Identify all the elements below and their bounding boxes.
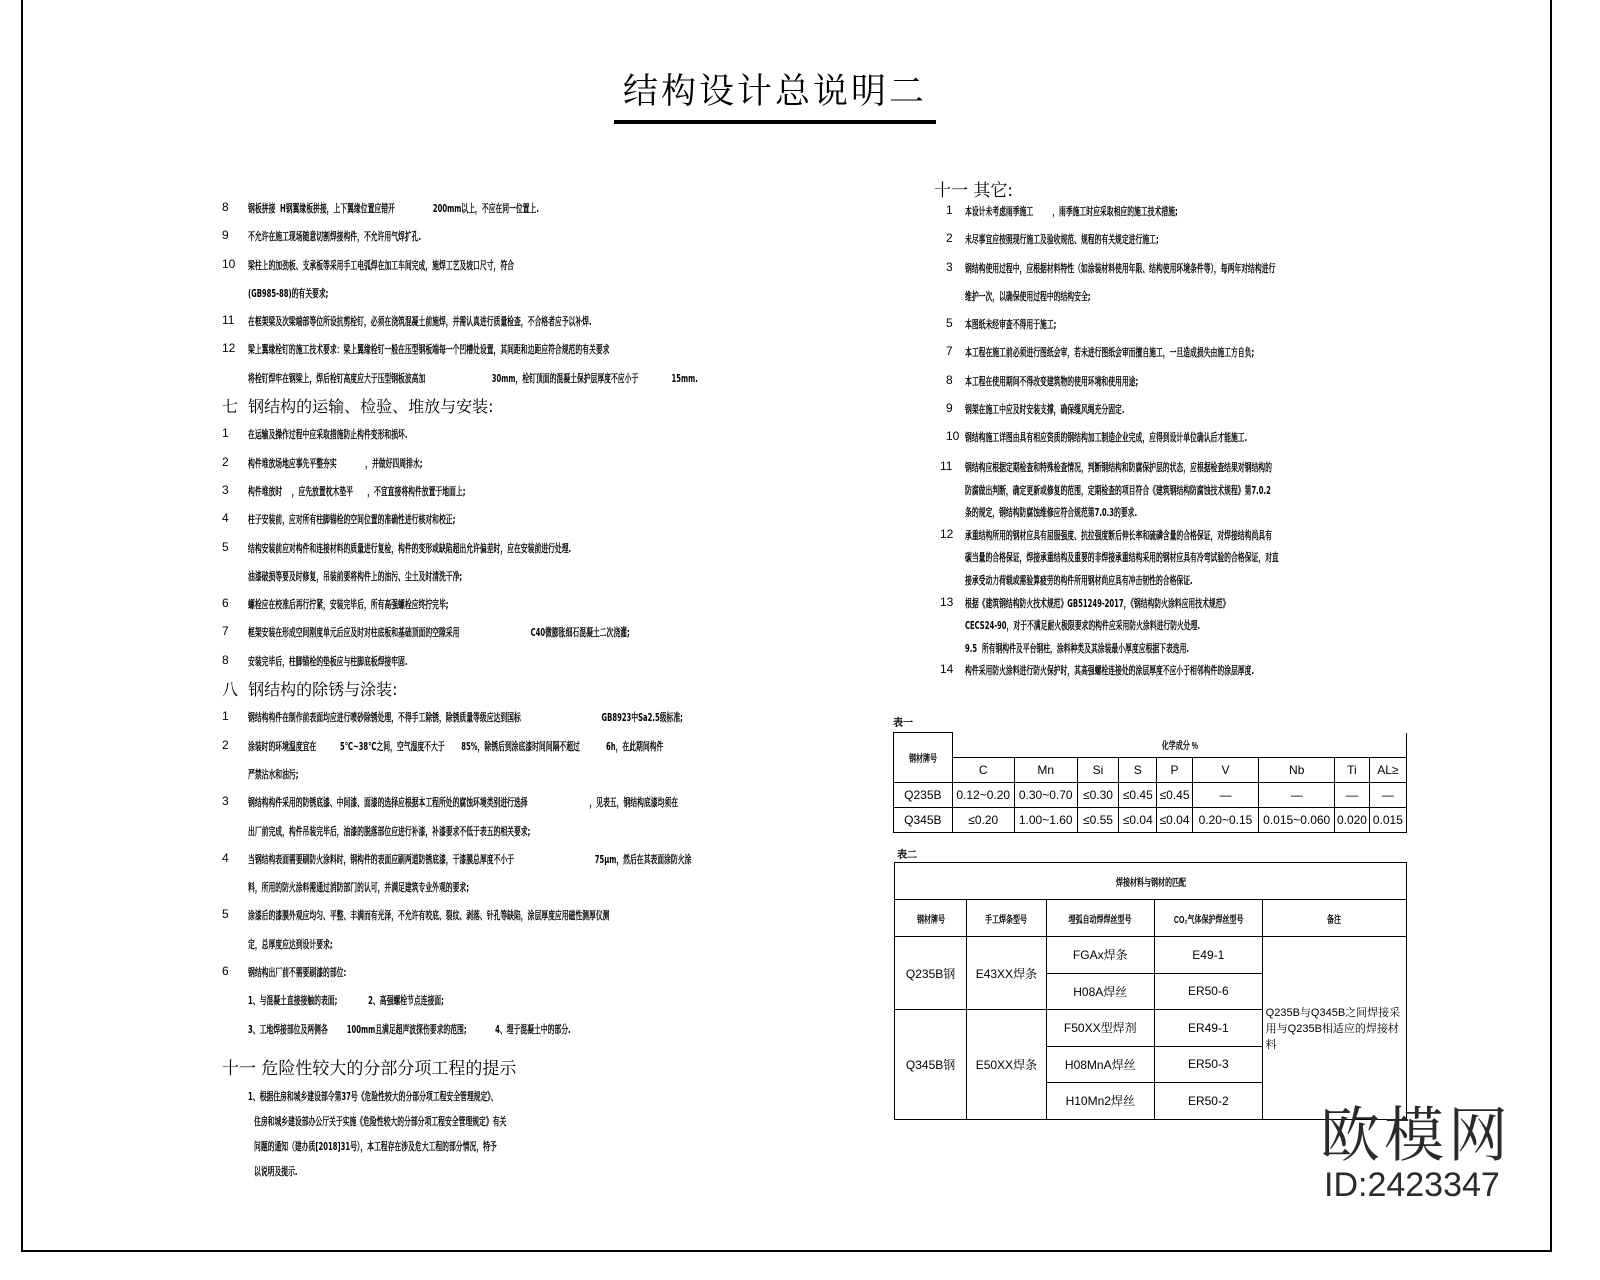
- note-line: [222, 851, 742, 879]
- column-header: Ti: [1335, 758, 1370, 783]
- watermark-id: ID:2423347: [1324, 1166, 1500, 1204]
- table-row: [894, 808, 1407, 833]
- item-number: 5: [222, 907, 229, 922]
- item-text: 条的规定，钢结构防腐蚀维修应符合规范第7.0.3的要求.: [965, 506, 1138, 520]
- chemical-composition-table: [893, 732, 1407, 833]
- co2-wire-cell: ER49-1: [1154, 1010, 1262, 1047]
- item-text: 严禁沾水和油污;: [248, 767, 299, 781]
- note-line: [222, 794, 742, 822]
- saw-wire-cell: F50XX型焊剂: [1046, 1010, 1154, 1047]
- note-line: [222, 936, 742, 964]
- value-cell: 0.12~0.20: [952, 783, 1014, 808]
- item-text: 承重结构所用的钢材应具有屈服强度、抗拉强度断后伸长率和硫磷含量的合格保证，对焊接结构尚具有: [965, 528, 1272, 542]
- note-line: [222, 907, 742, 935]
- page-title: 结构设计总说明二: [622, 72, 927, 112]
- item-text: 碳当量的合格保证，焊接承重结构及重要的非焊接承重结构采用的钢材应具有冷弯试验的合格保证，对直: [965, 551, 1279, 565]
- co2-wire-cell: ER50-3: [1154, 1046, 1262, 1083]
- item-text: 防腐做出判断，确定更新或修复的范围，定期检查的项目符合《建筑钢结构防腐蚀技术规程》第7.0.2: [965, 483, 1271, 497]
- group-header: 化学成分 %: [1161, 741, 1198, 753]
- item-text: 涂装时的环境温度宜在 5℃~38℃之间，空气湿度不大于 85%，除锈后到涂底漆时间间隔不超过 6h，在此期间构件: [248, 739, 664, 753]
- note-cell: Q235B与Q345B之间焊接采用与Q235B相适应的焊接材料: [1262, 937, 1406, 1120]
- item-text: 本工程在使用期间不得改变建筑物的使用环境和使用用途;: [965, 374, 1139, 388]
- note-line: [222, 313, 742, 341]
- note-line: [946, 401, 1426, 429]
- item-number: 12: [222, 341, 236, 356]
- column-header: AL≥: [1369, 758, 1406, 783]
- grade-header: 钢材牌号: [908, 754, 937, 765]
- section-heading: 七 钢结构的运输、检验、堆放与安装:: [222, 397, 494, 417]
- value-cell: ≤0.45: [1119, 783, 1157, 808]
- note-line: [940, 662, 1420, 685]
- value-cell: ≤0.04: [1157, 808, 1192, 833]
- grade-cell: Q345B: [894, 808, 953, 833]
- note-line: [222, 228, 742, 256]
- hazard-text: 问题的通知（建办质[2018]31号），本工程存在涉及危大工程的部分情况，特予: [254, 1140, 497, 1153]
- note-line: [222, 398, 742, 426]
- value-cell: 0.015~0.060: [1259, 808, 1335, 833]
- hazard-text: 以说明及提示.: [254, 1165, 298, 1178]
- left-notes: [222, 200, 742, 1049]
- item-number: 14: [940, 662, 954, 677]
- item-text: 维护一次，以确保使用过程中的结构安全;: [965, 289, 1091, 303]
- column-header: Mn: [1014, 758, 1077, 783]
- table2-label: 表二: [897, 850, 917, 861]
- saw-wire-cell: H10Mn2焊丝: [1046, 1083, 1154, 1120]
- other-heading: 十一 其它:: [934, 181, 1014, 201]
- section-heading: 八 钢结构的除锈与涂装:: [222, 680, 398, 700]
- item-text: 结构安装前应对构件和连接材料的质量进行复检，构件的变形或缺陷超出允许偏差时，应在安装前进行处理.: [248, 541, 572, 555]
- header-cell: [967, 900, 1046, 937]
- note-line: [940, 482, 1420, 505]
- hazard-text: 1、根据住房和城乡建设部令第37号《危险性较大的分部分项工程安全管理规定》、: [248, 1090, 498, 1103]
- note-line: [946, 203, 1426, 231]
- item-number: 4: [222, 850, 229, 865]
- item-text: 油漆破损等要及时修复，吊装前要将构件上的油污、尘土及时清洗干净;: [248, 569, 463, 583]
- note-line: [222, 285, 742, 313]
- value-cell: ≤0.20: [952, 808, 1014, 833]
- grade-cell: Q235B钢: [895, 937, 967, 1010]
- value-cell: 0.015: [1369, 808, 1406, 833]
- value-cell: 1.00~1.60: [1014, 808, 1077, 833]
- value-cell: ≤0.30: [1077, 783, 1119, 808]
- right-items-b: [940, 459, 1420, 685]
- note-line: [940, 459, 1420, 482]
- note-line: [946, 344, 1426, 372]
- header-text: 备注: [1327, 914, 1342, 926]
- item-text: 在运输及操作过程中应采取措施防止构件变形和损坏.: [248, 428, 408, 442]
- value-cell: 0.020: [1335, 808, 1370, 833]
- hazard-heading: 十一 危险性较大的分部分项工程的提示: [222, 1059, 517, 1079]
- header-cell: [895, 900, 967, 937]
- item-text: 钢结构应根据定期检查和特殊检查情况，判断钢结构和防腐保护层的状态，应根据检查结果对钢结构的: [965, 461, 1272, 474]
- header-text: 埋弧自动焊焊丝型号: [1068, 914, 1132, 926]
- item-number: 4: [222, 511, 229, 526]
- item-text: 梁柱上的加劲板、支承板等采用手工电弧焊在加工车间完成，施焊工艺及坡口尺寸，符合: [248, 258, 514, 272]
- note-line: [222, 200, 742, 228]
- item-text: 本设计未考虑雨季施工 ，雨季施工时应采取相应的施工技术措施;: [965, 205, 1178, 218]
- note-line: [222, 766, 742, 794]
- item-number: 9: [222, 228, 229, 243]
- note-line: [946, 231, 1426, 259]
- item-text: 定，总厚度应达到设计要求;: [248, 937, 333, 951]
- co2-wire-cell: ER50-6: [1154, 973, 1262, 1010]
- item-number: 3: [222, 794, 229, 809]
- item-number: 6: [222, 964, 229, 979]
- note-line: [222, 709, 742, 737]
- header-cell: [1262, 900, 1406, 937]
- item-text: 框架安装在形成空间刚度单元后应及时对柱底板和基础顶面的空隙采用 C40微膨胀细石混凝土二次浇灌;: [248, 626, 630, 640]
- table-title-cell: [895, 863, 1407, 900]
- note-line: [940, 504, 1420, 527]
- item-text: 本图纸未经审查不得用于施工;: [965, 318, 1057, 332]
- note-line: [222, 596, 742, 624]
- item-number: 11: [222, 313, 235, 328]
- value-cell: —: [1259, 783, 1335, 808]
- note-line: [222, 568, 742, 596]
- item-text: 本工程在施工前必须进行图纸会审，若未进行图纸会审而擅自施工，一旦造成损失由施工方自负;: [965, 346, 1255, 360]
- item-number: 11: [940, 459, 953, 473]
- item-text: 未尽事宜应按照现行施工及验收规范、规程的有关规定进行施工;: [965, 233, 1159, 247]
- note-line: [940, 595, 1420, 618]
- grade-header-cell: [894, 733, 953, 783]
- watermark-brand: 欧模网: [1320, 1101, 1512, 1171]
- item-text: 钢板拼接 H钢翼缘板拼接，上下翼缘位置应错开 200mm以上，不应在同一位置上.: [248, 202, 539, 215]
- note-line: [946, 260, 1426, 288]
- item-text: 构件堆放场地应事先平整夯实 ，并做好四周排水;: [248, 456, 423, 470]
- item-number: 1: [946, 203, 953, 217]
- note-line: [222, 964, 742, 992]
- item-number: 8: [222, 652, 229, 667]
- header-cell: [1154, 900, 1262, 937]
- table-row: [894, 783, 1407, 808]
- item-text: 梁上翼缘栓钉的施工技术要求：梁上翼缘栓钉一般在压型钢板端每一个凹槽处设置，其间距和边距应符合规范的有关要求: [248, 343, 610, 357]
- item-text: 安装完毕后，柱脚锚栓的垫板应与柱脚底板焊接牢固.: [248, 654, 408, 668]
- value-cell: ≤0.45: [1157, 783, 1192, 808]
- welding-material-table: [894, 862, 1407, 1120]
- column-header: V: [1192, 758, 1258, 783]
- item-text: 当钢结构表面需要刷防火涂料时，钢构件的表面应刷两道防锈底漆，干漆膜总厚度不小于 75μm，然后在其表面涂防火涂: [248, 852, 692, 866]
- note-line: [222, 879, 742, 907]
- item-number: 8: [946, 372, 953, 387]
- value-cell: 0.30~0.70: [1014, 783, 1077, 808]
- note-line: [940, 572, 1420, 595]
- item-number: 12: [940, 526, 954, 541]
- header-text: 钢材牌号: [916, 914, 945, 926]
- value-cell: —: [1369, 783, 1406, 808]
- header-text: CO₂气体保护焊丝型号: [1173, 914, 1244, 926]
- grade-cell: Q345B钢: [895, 1010, 967, 1120]
- saw-wire-cell: H08A焊丝: [1046, 973, 1154, 1010]
- value-cell: —: [1192, 783, 1258, 808]
- item-text: 接承受动力荷载或需验算疲劳的构件所用钢材尚应具有冲击韧性的合格保证.: [965, 573, 1193, 587]
- note-line: [940, 617, 1420, 640]
- note-line: [222, 511, 742, 539]
- note-line: [222, 341, 742, 369]
- item-text: 钢结构出厂前不需要刷漆的部位:: [248, 966, 347, 980]
- electrode-cell: E43XX焊条: [967, 937, 1046, 1010]
- item-number: 7: [946, 344, 953, 359]
- note-line: [222, 540, 742, 568]
- item-text: 在框架梁及次梁端部等位所设抗剪栓钉，必须在浇筑混凝土前施焊，并需认真进行质量检查，不合格者应予以补焊.: [248, 315, 592, 329]
- item-text: 钢结构施工详图由具有相应资质的钢结构加工制造企业完成，应得到设计单位确认后才能施工.: [965, 431, 1248, 445]
- table-title: 焊接材料与钢材的匹配: [1115, 877, 1186, 889]
- item-text: 9.5 所有钢构件及平台钢柱，涂料种类及其涂装最小厚度应根据下表选用.: [965, 641, 1190, 655]
- item-number: 7: [222, 624, 229, 639]
- note-line: [946, 429, 1426, 457]
- note-line: [946, 373, 1426, 401]
- item-number: 5: [222, 539, 229, 554]
- item-text: 构件采用防火涂料进行防火保护时，其高强螺栓连接处的涂层厚度不应小于相邻构件的涂层厚度.: [965, 664, 1255, 678]
- saw-wire-cell: FGAx焊条: [1046, 937, 1154, 974]
- table-title-row: [895, 863, 1407, 900]
- table1-label: 表一: [893, 718, 913, 729]
- value-cell: 0.20~0.15: [1192, 808, 1258, 833]
- value-cell: ≤0.04: [1119, 808, 1157, 833]
- item-text: 钢结构使用过程中，应根据材料特性（如涂装材料使用年限、结构使用环境条件等），每两年对结构进行: [965, 261, 1276, 275]
- group-header-cell: [952, 733, 1406, 758]
- item-number: 10: [222, 256, 236, 271]
- item-text: (GB985-88)的有关要求;: [248, 286, 329, 300]
- note-line: [222, 426, 742, 454]
- item-text: 根据《建筑钢结构防火技术规范》GB51249-2017，《钢结构防火涂料应用技术规范》: [965, 596, 1230, 610]
- item-number: 9: [946, 401, 953, 416]
- note-line: [222, 681, 742, 709]
- item-number: 10: [946, 429, 960, 444]
- header-text: 手工焊条型号: [985, 914, 1028, 926]
- item-text: 不允许在施工现场随意切割焊接构件，不允许用气焊扩孔.: [248, 230, 422, 244]
- item-number: 2: [222, 737, 229, 752]
- item-text: 料，所用的防火涂料需通过消防部门的认可，并满足建筑专业外观的要求;: [248, 881, 469, 895]
- item-text: 3、工地焊接部位及两侧各 100mm且满足超声波探伤要求的范围; 4、埋于混凝土中的部分.: [248, 1022, 571, 1036]
- note-line: [940, 549, 1420, 572]
- note-line: [222, 1021, 742, 1049]
- value-cell: —: [1335, 783, 1370, 808]
- note-line: [222, 823, 742, 851]
- item-number: 6: [222, 596, 229, 611]
- item-text: 1、与混凝土直接接触的表面; 2、高强螺栓节点连接面;: [248, 994, 444, 1008]
- column-header: S: [1119, 758, 1157, 783]
- note-line: [946, 288, 1426, 316]
- item-number: 2: [946, 231, 953, 246]
- co2-wire-cell: E49-1: [1154, 937, 1262, 974]
- note-line: [222, 624, 742, 652]
- title-underline: [614, 120, 936, 124]
- value-cell: ≤0.55: [1077, 808, 1119, 833]
- note-line: [222, 992, 742, 1020]
- column-header: Nb: [1259, 758, 1335, 783]
- note-line: [222, 455, 742, 483]
- note-line: [946, 316, 1426, 344]
- column-header: C: [952, 758, 1014, 783]
- item-number: 1: [222, 426, 229, 441]
- item-number: 3: [946, 259, 953, 274]
- item-text: 涂漆后的漆膜外观应均匀、平整、丰满而有光泽，不允许有咬底、裂纹、剥落、针孔等缺陷，涂层厚度应用磁性测厚仪测: [248, 909, 610, 923]
- item-text: 钢结构构件采用的防锈底漆、中间漆、面漆的选择应根据本工程所处的腐蚀环境类别进行选择 ，见表五，钢结构底漆均须在: [248, 796, 679, 810]
- item-text: 钢架在施工中应及时安装支撑，确保缆风绳充分固定.: [965, 403, 1125, 417]
- item-text: 构件堆放时 ，应先放置枕木垫平 ，不宜直接将构件放置于地面上;: [248, 484, 466, 498]
- item-number: 5: [946, 316, 953, 331]
- item-text: 钢结构构件在制作前表面均应进行喷砂除锈处理，不得手工除锈，除锈质量等级应达到国标 GB8923中Sa2.5级标准;: [248, 711, 683, 725]
- note-line: [222, 738, 742, 766]
- item-text: 出厂前完成，构件吊装完毕后，油漆的脱落部位应进行补漆，补漆要求不低于表五的相关要求;: [248, 824, 531, 838]
- note-line: [222, 257, 742, 285]
- item-number: 3: [222, 482, 229, 497]
- note-line: [940, 640, 1420, 663]
- electrode-cell: E50XX焊条: [967, 1010, 1046, 1120]
- hazard-text: 住房和城乡建设部办公厅关于实施《危险性较大的分部分项工程安全管理规定》有关: [254, 1115, 507, 1128]
- item-number: 1: [222, 709, 229, 724]
- table-row: [895, 937, 1407, 974]
- column-header: Si: [1077, 758, 1119, 783]
- item-text: 柱子安装前，应对所有柱脚锚栓的空间位置的准确性进行核对和校正;: [248, 513, 456, 527]
- item-number: 2: [222, 454, 229, 469]
- grade-cell: Q235B: [894, 783, 953, 808]
- note-line: [940, 527, 1420, 550]
- note-line: [222, 483, 742, 511]
- saw-wire-cell: H08MnA焊丝: [1046, 1046, 1154, 1083]
- co2-wire-cell: ER50-2: [1154, 1083, 1262, 1120]
- header-cell: [1046, 900, 1154, 937]
- item-text: 将栓钉焊牢在钢梁上，焊后栓钉高度应大于压型钢板波高加 30mm，栓钉顶面的混凝土保护层厚度不应小于 15mm.: [248, 371, 698, 385]
- table-header-row: [895, 900, 1407, 937]
- item-text: 螺栓应在校准后再行拧紧，安装完毕后，所有高强螺栓应终拧完毕;: [248, 598, 449, 612]
- right-items-a: [946, 203, 1426, 458]
- item-text: CECS24-90，对于不满足耐火极限要求的构件应采用防火涂料进行防火处理.: [965, 619, 1201, 633]
- item-number: 13: [940, 594, 954, 609]
- item-number: 8: [222, 200, 229, 214]
- column-header: P: [1157, 758, 1192, 783]
